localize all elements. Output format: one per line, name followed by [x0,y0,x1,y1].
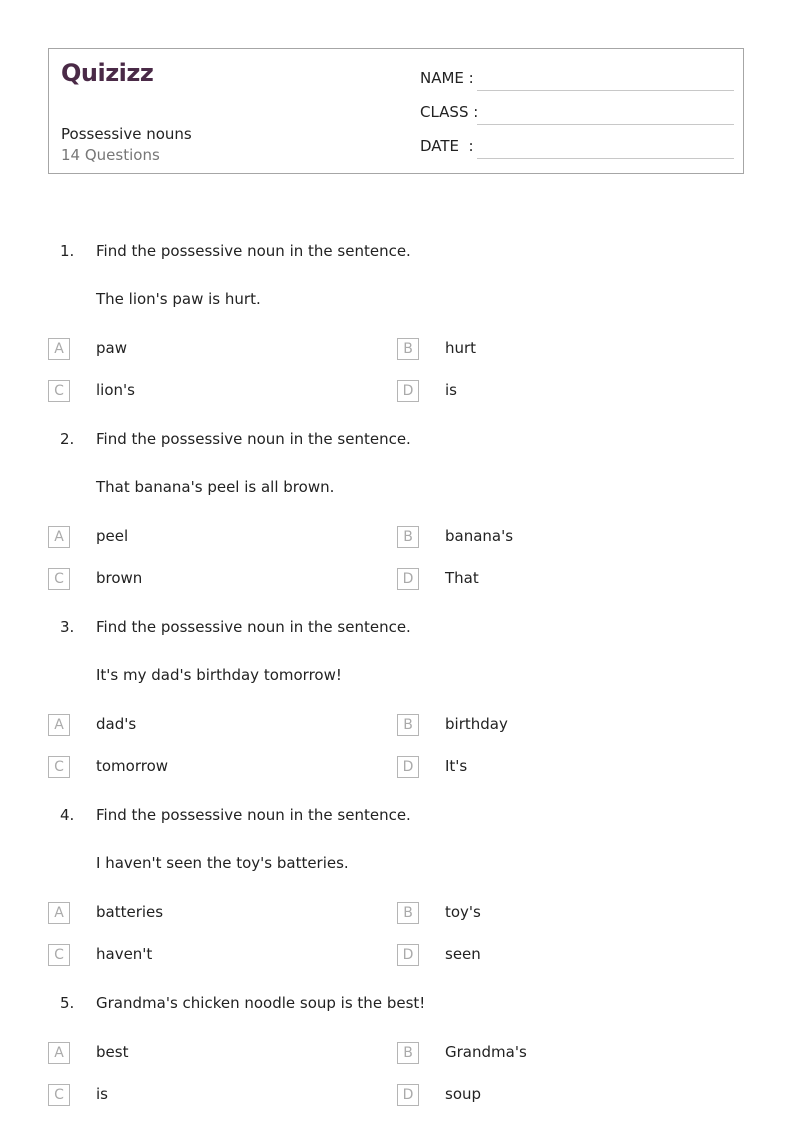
name-field [420,69,734,91]
option-text: dad's [96,715,137,733]
option-letter-box: C [48,380,70,402]
question-sentence: It's my dad's birthday tomorrow! [96,666,342,684]
option-text: is [96,1085,108,1103]
class-line [477,124,734,125]
option-text: That [445,569,479,587]
option-letter-box: C [48,1084,70,1106]
option-text: Grandma's [445,1043,527,1061]
option-text: birthday [445,715,508,733]
option-text: tomorrow [96,757,169,775]
option-letter-box: A [48,1042,70,1064]
option-text: hurt [445,339,477,357]
option-letter-box: D [397,380,419,402]
question-prompt: Find the possessive noun in the sentence. [96,806,411,824]
svg-text:Quizizz: Quizizz [61,59,154,87]
option-text: toy's [445,903,481,921]
question-number: 4. [60,806,75,824]
option-text: soup [445,1085,482,1103]
option-text: peel [96,527,129,545]
quizizz-logo [61,57,181,89]
option-letter-box: A [48,338,70,360]
option-text: best [96,1043,129,1061]
question-prompt: Grandma's chicken noodle soup is the best! [96,994,426,1012]
question-number: 2. [60,430,75,448]
option-letter-box: D [397,756,419,778]
name-label: NAME : [420,69,474,87]
option-letter-box: D [397,1084,419,1106]
option-letter-box: B [397,714,419,736]
option-text: banana's [445,527,514,545]
question-sentence: That banana's peel is all brown. [96,478,335,496]
option-text: seen [445,945,481,963]
option-letter-box: B [397,902,419,924]
worksheet-header [48,48,744,174]
option-letter-box: B [397,1042,419,1064]
option-text: is [445,381,457,399]
question-number: 3. [60,618,75,636]
date-line [477,158,734,159]
question-count: 14 Questions [61,146,160,164]
option-letter-box: C [48,568,70,590]
question-number: 1. [60,242,75,260]
option-text: batteries [96,903,164,921]
option-text: It's [445,757,468,775]
option-letter-box: D [397,568,419,590]
question-number: 5. [60,994,75,1012]
option-letter-box: D [397,944,419,966]
worksheet-title: Possessive nouns [61,125,192,143]
option-letter-box: A [48,902,70,924]
date-label: DATE : [420,137,474,155]
date-field [420,137,734,159]
option-letter-box: B [397,338,419,360]
option-letter-box: C [48,944,70,966]
option-letter-box: C [48,756,70,778]
class-label: CLASS : [420,103,479,121]
option-letter-box: A [48,714,70,736]
question-sentence: I haven't seen the toy's batteries. [96,854,349,872]
option-text: lion's [96,381,135,399]
option-text: haven't [96,945,153,963]
option-text: paw [96,339,127,357]
quizizz-logo-wordmark [61,57,181,89]
question-prompt: Find the possessive noun in the sentence. [96,430,411,448]
question-prompt: Find the possessive noun in the sentence. [96,618,411,636]
question-prompt: Find the possessive noun in the sentence. [96,242,411,260]
name-line [477,90,734,91]
class-field [420,103,734,125]
question-sentence: The lion's paw is hurt. [96,290,261,308]
option-letter-box: A [48,526,70,548]
option-letter-box: B [397,526,419,548]
option-text: brown [96,569,143,587]
